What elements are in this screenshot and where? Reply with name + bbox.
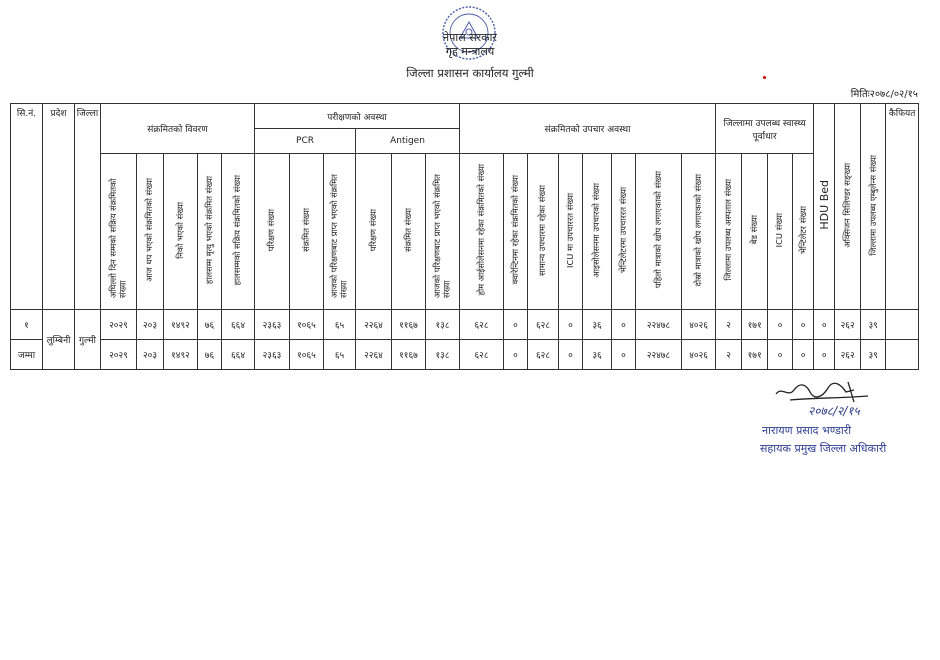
cell: ६५ <box>324 340 356 370</box>
cell: २३६३ <box>255 310 290 340</box>
cell: ० <box>612 340 636 370</box>
cell: ० <box>559 310 583 340</box>
cell: ० <box>793 340 814 370</box>
cell: ३६ <box>583 340 612 370</box>
cell: ० <box>504 310 528 340</box>
cell: १४९२ <box>164 310 198 340</box>
col-header-9: संक्रमित संख्या <box>392 154 426 310</box>
cell: ० <box>768 310 793 340</box>
cell: ६२८ <box>528 340 559 370</box>
cell: २२४७८ <box>636 340 682 370</box>
col-header-7: आजको परिक्षणबाट प्राप्त भएको संक्रमित संख्या <box>324 154 356 310</box>
col-remarks-header: कैफियत <box>886 104 919 310</box>
cell: ६२८ <box>528 310 559 340</box>
cell: ६२८ <box>460 310 504 340</box>
col-header-12: क्वारेन्टिनमा रहेका संक्रमितको संख्या <box>504 154 528 310</box>
col-ambulance-header: जिल्लामा उपलब्ध एम्बुलेन्स संख्या <box>861 104 886 310</box>
col-header-17: पहिलो मात्राको खोप लगाएकाको संख्या <box>636 154 682 310</box>
col-district-header: जिल्ला <box>75 104 101 310</box>
col-header-5: परिक्षण संख्या <box>255 154 290 310</box>
cell: २०३ <box>137 340 164 370</box>
cell: २०३ <box>137 310 164 340</box>
cell: २२६४ <box>356 310 392 340</box>
testing-group-header: परीक्षणको अवस्था <box>255 104 460 129</box>
col-header-16: भेन्टिलेटरमा उपचाररत संख्या <box>612 154 636 310</box>
cell: ११६७ <box>392 310 426 340</box>
cell: ३६ <box>583 310 612 340</box>
district-cell: गुल्मी <box>75 310 101 370</box>
covid-report-table <box>10 103 919 370</box>
col-header-4: हालसम्मको सक्रिय संक्रमितको संख्या <box>222 154 255 310</box>
cell: ० <box>793 310 814 340</box>
document-date: मितिः२०७८/०२/१५ <box>850 89 918 100</box>
signatory-title: सहायक प्रमुख जिल्ला अधिकारी <box>760 442 887 455</box>
cell: ० <box>559 340 583 370</box>
signature-date: २०७८/२/१५ <box>808 404 860 418</box>
gov-name: नेपाल सरकार <box>443 31 497 44</box>
cell: २०२९ <box>101 340 137 370</box>
total-label: जम्मा <box>11 340 43 370</box>
cell: ६२८ <box>460 340 504 370</box>
col-header-0: अघिल्लो दिन सम्मको सक्रिय संक्रमितको संख्या <box>101 154 137 310</box>
cell: ० <box>768 340 793 370</box>
cell: ७६ <box>198 310 222 340</box>
cell: ६६४ <box>222 340 255 370</box>
cell: ७६ <box>198 340 222 370</box>
col-header-21: ICU संख्या <box>768 154 793 310</box>
col-header-14: ICU मा उपचाररत संख्या <box>559 154 583 310</box>
col-header-3: हालसम्म मृत्यु भएको संक्रमित संख्या <box>198 154 222 310</box>
cell: ० <box>612 310 636 340</box>
col-header-2: निको भएको संख्या <box>164 154 198 310</box>
cell: ० <box>814 310 835 340</box>
antigen-header: Antigen <box>356 129 460 154</box>
col-sn-header: सि.नं. <box>11 104 43 310</box>
cell: ६५ <box>324 310 356 340</box>
col-header-8: परिक्षण संख्या <box>356 154 392 310</box>
table-row <box>11 310 919 340</box>
row-label: १ <box>11 310 43 340</box>
cell: २६२ <box>835 340 861 370</box>
cell: १०६५ <box>290 310 324 340</box>
cell: २६२ <box>835 310 861 340</box>
col-province-header: प्रदेश <box>43 104 75 310</box>
cell: ० <box>814 340 835 370</box>
cell: १४९२ <box>164 340 198 370</box>
cell: १३८ <box>426 340 460 370</box>
pcr-header: PCR <box>255 129 356 154</box>
signatory-name: नारायण प्रसाद भण्डारी <box>762 424 852 437</box>
col-header-1: आज थप भएको संक्रमितको संख्या <box>137 154 164 310</box>
cell: २२४७८ <box>636 310 682 340</box>
col-header-20: बेड संख्या <box>742 154 768 310</box>
cell: ३९ <box>861 340 886 370</box>
cell: २२६४ <box>356 340 392 370</box>
cell: २ <box>716 310 742 340</box>
table-row-total <box>11 340 919 370</box>
treatment-group-header: संक्रमितको उपचार अवस्था <box>460 104 716 154</box>
cell: ३९ <box>861 310 886 340</box>
col-header-18: दोस्रो मात्राको खोप लगाएकाको संख्या <box>682 154 716 310</box>
cell: २३६३ <box>255 340 290 370</box>
cell: १७१ <box>742 310 768 340</box>
cell: ० <box>504 340 528 370</box>
cell: ११६७ <box>392 340 426 370</box>
cell: ६६४ <box>222 310 255 340</box>
col-header-15: आइसोलेसनमा उपचारको संख्या <box>583 154 612 310</box>
col-header-19: जिल्लामा उपलब्ध अस्पताल संख्या <box>716 154 742 310</box>
cell: २०२९ <box>101 310 137 340</box>
cell: २ <box>716 340 742 370</box>
col-header-22: भेन्टिलेटर संख्या <box>793 154 814 310</box>
hdu-bed-header: HDU Bed <box>814 104 835 310</box>
cell: १३८ <box>426 310 460 340</box>
cell: १७१ <box>742 340 768 370</box>
facility-group-header: जिल्लामा उपलब्ध स्वास्थ्य पूर्वाधार <box>716 104 814 154</box>
col-header-11: होम आईसोलेसनमा रहेका संक्रमितको संख्या <box>460 154 504 310</box>
remarks-cell <box>886 310 919 340</box>
remarks-cell <box>886 340 919 370</box>
col-header-13: सामान्य उपचारमा रहेका संख्या <box>528 154 559 310</box>
col-header-6: संक्रमित संख्या <box>290 154 324 310</box>
office-name: जिल्ला प्रशासन कार्यालय गुल्मी <box>406 66 534 80</box>
cell: १०६५ <box>290 340 324 370</box>
col-header-10: आजको परिक्षणबाट प्राप्त भएको संक्रमित संख्या <box>426 154 460 310</box>
province-cell: लुम्बिनी <box>43 310 75 370</box>
col-oxygen-header: अक्सिजन सिलिण्डर सङ्ख्या <box>835 104 861 310</box>
ministry-name: गृह मन्त्रालय <box>445 45 495 58</box>
cell: ४०२६ <box>682 340 716 370</box>
cell: ४०२६ <box>682 310 716 340</box>
infected-group-header: संक्रमितको विवरण <box>101 104 255 154</box>
ink-dot <box>763 76 766 79</box>
